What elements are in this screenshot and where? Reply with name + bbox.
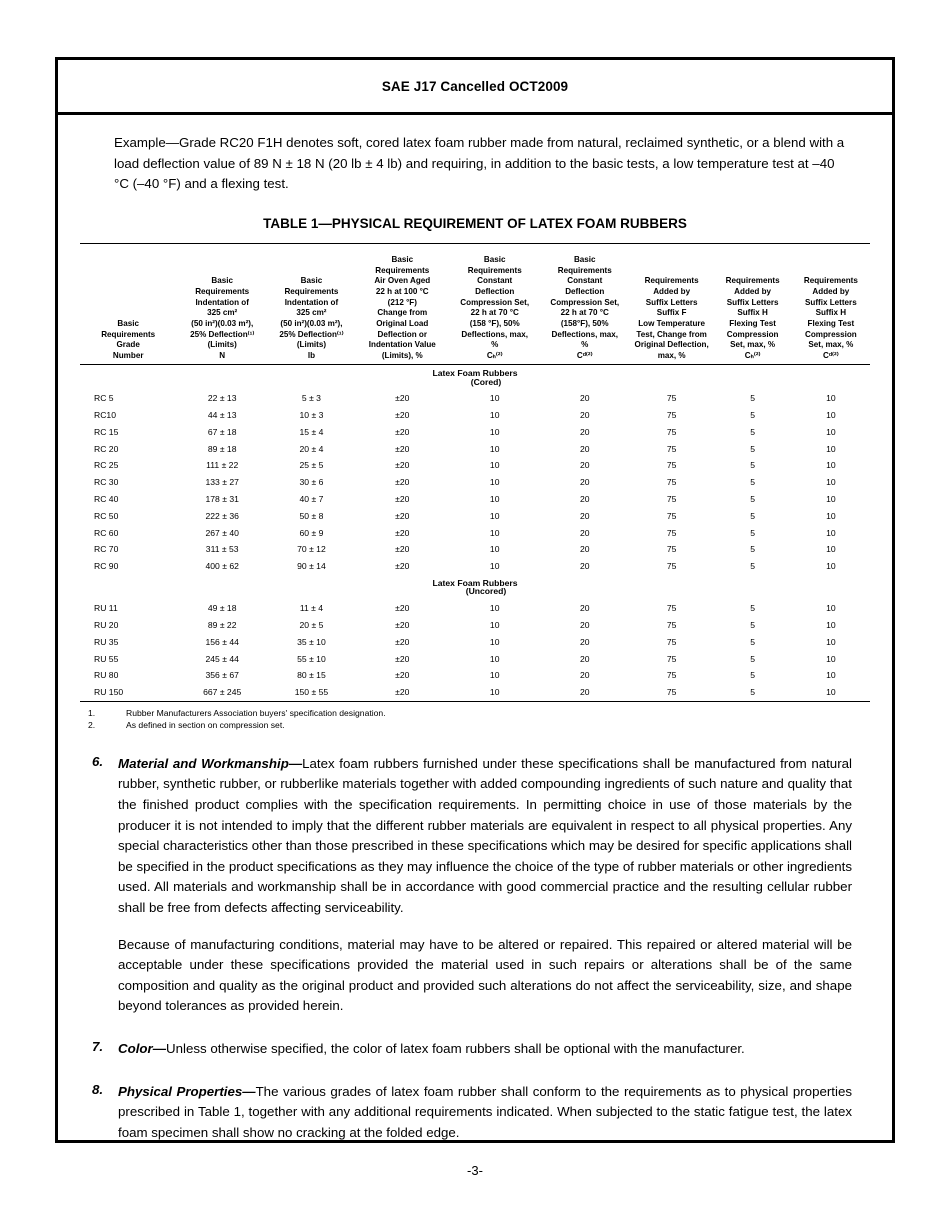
cell-value: 20 ± 5 — [299, 620, 324, 631]
cell-grade: RC 30 — [94, 477, 119, 488]
cell-value: 10 — [489, 477, 500, 488]
numbered-sections — [80, 754, 870, 1144]
cell-value: 311 ± 53 — [205, 544, 239, 555]
cell-value: 22 ± 13 — [207, 393, 237, 404]
cell-value: 5 — [714, 684, 792, 701]
cell-value: 10 — [826, 603, 836, 614]
section-lead: Color— — [118, 1041, 167, 1057]
table-body — [80, 364, 870, 701]
cell-value: ±20 — [395, 653, 410, 664]
section — [80, 1039, 870, 1060]
cell-value: 25 ± 5 — [299, 460, 324, 471]
cell-value: ±20 — [395, 510, 410, 521]
cell-value: 5 — [750, 636, 755, 647]
cell-value: 75 — [666, 527, 677, 538]
section-body: Material and Workmanship—Latex foam rubbers furnished under these specifications shall be manufactured from natural rubber, synthetic rubber, or rubberlike materials together with added compounding ingredients of such nature and quality that the finished product complies with the specification requirements. In permitting choice in use of those materials by the producer it is not intended to imply that the different rubber materials are equivalent in respect to all physical properties. Any special characteristics other than those prescribed in these specifications which may be desired for specific applications shall be specified in the product specifications as they may influence the choice of the type of rubber materials or other ingredients used. All materials and workmanship shall be in accordance with good commercial practice and the resulting cellular rubber shall be free from defects affecting serviceability. — [118, 755, 852, 916]
cell-grade: RC 15 — [94, 426, 119, 437]
section-number: 8. — [92, 1081, 104, 1097]
section-extra-paragraph: Because of manufacturing conditions, material may have to be altered or repaired. This repaired or altered material will be acceptable under these specifications provided the material used in such repairs or alterations shall be of the same composition and quality as the original product and provided such alterations do not affect the serviceability, size, and shape beyond tolerances as provided herein. — [118, 936, 852, 1014]
cell-value: 75 — [666, 561, 677, 572]
cell-value: 11 ± 4 — [299, 603, 324, 614]
cell-value: ±20 — [395, 426, 410, 437]
cell-value: 75 — [666, 510, 677, 521]
cell-value: 10 — [489, 670, 500, 681]
footnote — [88, 707, 870, 719]
cell-value: ±20 — [395, 561, 410, 572]
cell-value: 5 ± 3 — [301, 393, 321, 404]
cell-value: 667 ± 245 — [176, 684, 268, 701]
column-header-comp-set-cd: Basic Requirements Constant Deflection Compression Set, 22 h at 70 °C (158°F), 50% Deflections, max, % Cᵈ⁽²⁾ — [540, 243, 630, 364]
cell-value: 10 — [826, 636, 836, 647]
cell-value: ±20 — [355, 684, 450, 701]
cell-value: 10 — [489, 393, 500, 404]
cell-value: 60 ± 9 — [299, 527, 324, 538]
cell-value: 10 — [792, 684, 870, 701]
column-header-indent-n: Basic Requirements Indentation of 325 cm² (50 in²)(0.03 m²), 25% Deflection⁽¹⁾ (Limits) N — [176, 243, 268, 364]
column-header-indent-lb: Basic Requirements Indentation of 325 cm² (50 in²)(0.03 m²), 25% Deflection⁽¹⁾ (Limits) lb — [268, 243, 355, 364]
cell-value: 111 ± 22 — [206, 460, 239, 471]
cell-value: 75 — [666, 410, 677, 421]
cell-value: 20 — [579, 636, 590, 647]
table-header — [80, 243, 870, 364]
cell-value: 10 — [489, 510, 500, 521]
column-header-suffix-h-cd: Requirements Added by Suffix Letters Suffix H Flexing Test Compression Set, max, % Cᵈ⁽²⁾ — [792, 243, 870, 364]
example-paragraph: Example—Grade RC20 F1H denotes soft, cored latex foam rubber made from natural, reclaimed synthetic, or a blend with a load deflection value of 89 N ± 18 N (20 lb ± 4 lb) and requiring, in addition to the basic tests, a low temperature test at –40 °C (–40 °F) and a flexing test. — [114, 135, 845, 192]
cell-value: 5 — [750, 493, 755, 504]
table-title: TABLE 1—PHYSICAL REQUIREMENT OF LATEX FOAM RUBBERS — [263, 215, 687, 231]
cell-value: 30 ± 6 — [299, 477, 324, 488]
cell-value: ±20 — [395, 460, 410, 471]
cell-value: 55 ± 10 — [297, 653, 326, 664]
cell-grade: RU 80 — [94, 670, 119, 681]
cell-value: 10 — [826, 393, 836, 404]
cell-value: 20 — [579, 544, 590, 555]
cell-value: 75 — [666, 544, 677, 555]
cell-grade: RU 35 — [94, 636, 119, 647]
cell-value: 10 — [826, 493, 836, 504]
table-row — [80, 390, 870, 407]
cell-value: 20 — [579, 410, 590, 421]
cell-value: 150 ± 55 — [268, 684, 355, 701]
cell-value: 89 ± 22 — [207, 620, 237, 631]
cell-value: 20 — [579, 443, 590, 454]
table-row — [80, 541, 870, 558]
page-body — [58, 115, 892, 1144]
cell-value: 10 — [489, 493, 500, 504]
section-body: Physical Properties—The various grades of latex foam rubber shall conform to the requirements as to physical properties prescribed in Table 1, together with any additional requirements indicated. When subjected to the static fatigue test, the latex foam specimen shall show no cracking at the folded edge. — [118, 1083, 852, 1140]
cell-value: 20 — [579, 477, 590, 488]
cell-value: 5 — [750, 603, 755, 614]
footnote-number: 2. — [88, 720, 96, 731]
cell-value: 75 — [666, 603, 677, 614]
cell-value: 5 — [750, 477, 755, 488]
cell-value: 75 — [630, 684, 714, 701]
section-lead: Material and Workmanship— — [118, 755, 303, 771]
cell-value: 5 — [750, 510, 755, 521]
table-row — [80, 424, 870, 441]
table-group-header-row — [80, 364, 870, 390]
table-group-label: Latex Foam Rubbers (Uncored) — [432, 577, 518, 597]
cell-value: 10 — [826, 426, 836, 437]
cell-value: 20 — [579, 527, 590, 538]
cell-value: 10 — [826, 460, 836, 471]
cell-value: 75 — [666, 493, 677, 504]
cell-value: 10 — [489, 620, 500, 631]
cell-value: 40 ± 7 — [299, 493, 324, 504]
cell-value: 10 — [489, 636, 500, 647]
footnote-text: Rubber Manufacturers Association buyers' specification designation. — [126, 707, 386, 718]
table-row — [80, 634, 870, 651]
cell-value: 10 — [826, 443, 836, 454]
table-row — [80, 508, 870, 525]
cell-value: 356 ± 67 — [205, 670, 239, 681]
cell-value: 20 — [579, 510, 590, 521]
cell-grade: RC 25 — [94, 460, 119, 471]
cell-value: 5 — [750, 443, 755, 454]
table-row — [80, 491, 870, 508]
cell-value: 5 — [750, 561, 755, 572]
cell-grade: RC 90 — [94, 561, 119, 572]
table-group-label: Latex Foam Rubbers (Cored) — [432, 367, 518, 387]
cell-value: 10 ± 3 — [299, 410, 324, 421]
cell-value: 10 — [489, 653, 500, 664]
cell-value: 156 ± 44 — [205, 636, 239, 647]
cell-value: 267 ± 40 — [205, 527, 239, 538]
cell-grade: RC 70 — [94, 544, 119, 555]
cell-value: 89 ± 18 — [207, 443, 237, 454]
table-row — [80, 441, 870, 458]
cell-grade: RC 50 — [94, 510, 119, 521]
cell-value: 20 — [579, 670, 590, 681]
cell-value: 20 — [579, 493, 590, 504]
cell-value: ±20 — [395, 493, 410, 504]
cell-value: 10 — [826, 510, 836, 521]
table-row — [80, 474, 870, 491]
cell-value: 222 ± 36 — [205, 510, 239, 521]
cell-value: 5 — [750, 393, 755, 404]
cell-value: 20 — [579, 393, 590, 404]
cell-value: 10 — [489, 410, 500, 421]
cell-grade: RC 60 — [94, 527, 119, 538]
cell-value: 5 — [750, 653, 755, 664]
cell-value: 20 — [579, 561, 590, 572]
cell-value: 75 — [666, 426, 677, 437]
cell-grade: RU 150 — [80, 684, 176, 701]
cell-value: 20 — [579, 426, 590, 437]
cell-value: 245 ± 44 — [205, 653, 239, 664]
cell-value: 5 — [750, 426, 755, 437]
cell-value: 5 — [750, 620, 755, 631]
table-row — [80, 558, 870, 575]
cell-value: ±20 — [395, 527, 410, 538]
section-lead: Physical Properties— — [118, 1083, 256, 1099]
cell-value: 10 — [489, 544, 500, 555]
cell-value: ±20 — [395, 443, 410, 454]
section-body: Color—Unless otherwise specified, the color of latex foam rubbers shall be optional with the manufacturer. — [118, 1041, 745, 1057]
footnote-text: As defined in section on compression set. — [126, 720, 285, 731]
cell-value: 75 — [666, 670, 677, 681]
running-header — [58, 60, 892, 115]
cell-value: 90 ± 14 — [297, 561, 326, 572]
table-row — [80, 617, 870, 634]
column-header-suffix-h-ch: Requirements Added by Suffix Letters Suffix H Flexing Test Compression Set, max, % Cₕ⁽²⁾ — [714, 243, 792, 364]
cell-grade: RC 5 — [94, 393, 114, 404]
cell-value: 400 ± 62 — [205, 561, 239, 572]
cell-value: 133 ± 27 — [205, 477, 239, 488]
cell-value: 178 ± 31 — [205, 493, 239, 504]
cell-grade: RU 55 — [94, 653, 119, 664]
table-row — [80, 651, 870, 668]
cell-value: ±20 — [395, 393, 410, 404]
section-number: 6. — [92, 753, 104, 769]
cell-value: 20 — [579, 603, 590, 614]
cell-value: 10 — [489, 443, 500, 454]
cell-value: 80 ± 15 — [297, 670, 326, 681]
table-header-row — [80, 243, 870, 364]
table-row — [80, 524, 870, 541]
cell-value: 49 ± 18 — [207, 603, 237, 614]
cell-value: 20 ± 4 — [299, 443, 324, 454]
section — [80, 1082, 870, 1144]
cell-value: 75 — [666, 620, 677, 631]
section — [80, 754, 870, 919]
cell-value: ±20 — [395, 410, 410, 421]
cell-value: 10 — [826, 561, 836, 572]
cell-value: 10 — [826, 544, 836, 555]
cell-grade: RU 11 — [94, 603, 118, 614]
cell-value: ±20 — [395, 620, 410, 631]
page-number: -3- — [467, 1163, 483, 1178]
cell-value: 35 ± 10 — [297, 636, 326, 647]
document-page — [55, 57, 895, 1143]
cell-value: 20 — [579, 620, 590, 631]
cell-value: 20 — [540, 684, 630, 701]
column-header-comp-set-ch: Basic Requirements Constant Deflection Compression Set, 22 h at 70 °C (158 °F), 50% Deflections, max, % Cₕ⁽²⁾ — [450, 243, 540, 364]
cell-value: ±20 — [395, 603, 410, 614]
cell-value: 75 — [666, 636, 677, 647]
footnote — [88, 719, 870, 731]
cell-value: ±20 — [395, 544, 410, 555]
column-header-grade: Basic Requirements Grade Number — [80, 243, 176, 364]
cell-value: ±20 — [395, 670, 410, 681]
cell-value: 5 — [750, 527, 755, 538]
cell-value: 44 ± 13 — [207, 410, 237, 421]
document-title: SAE J17 Cancelled OCT2009 — [381, 78, 569, 94]
column-header-suffix-f: Requirements Added by Suffix Letters Suffix F Low Temperature Test, Change from Original Deflection, max, % — [630, 243, 714, 364]
cell-value: 10 — [489, 426, 500, 437]
cell-value: 15 ± 4 — [299, 426, 324, 437]
cell-value: 5 — [750, 670, 755, 681]
cell-value: 75 — [666, 653, 677, 664]
cell-value: 20 — [579, 653, 590, 664]
cell-value: 10 — [489, 460, 500, 471]
cell-grade: RC10 — [94, 410, 116, 421]
cell-value: 20 — [579, 460, 590, 471]
cell-grade: RC 40 — [94, 493, 119, 504]
footnote-number: 1. — [88, 707, 96, 718]
table-footnotes — [80, 707, 870, 732]
cell-value: 75 — [666, 477, 677, 488]
cell-value: ±20 — [395, 477, 410, 488]
cell-value: 10 — [489, 561, 500, 572]
cell-value: 67 ± 18 — [207, 426, 237, 437]
cell-value: 5 — [750, 410, 755, 421]
cell-value: 5 — [750, 544, 755, 555]
physical-requirements-table — [80, 243, 870, 702]
table-row — [80, 407, 870, 424]
column-header-air-oven: Basic Requirements Air Oven Aged 22 h at 100 °C (212 °F) Change from Original Load Deflection or Indentation Value (Limits), % — [355, 243, 450, 364]
section-number: 7. — [92, 1039, 104, 1055]
table-group-header-row — [80, 575, 870, 600]
cell-grade: RC 20 — [94, 443, 119, 454]
cell-value: 10 — [489, 603, 500, 614]
cell-value: 10 — [826, 653, 836, 664]
table-row — [80, 684, 870, 701]
cell-value: 10 — [450, 684, 540, 701]
cell-value: 10 — [826, 620, 836, 631]
table-row — [80, 457, 870, 474]
table-row — [80, 667, 870, 684]
table-row — [80, 600, 870, 617]
cell-value: 70 ± 12 — [297, 544, 326, 555]
cell-value: 5 — [750, 460, 755, 471]
cell-value: ±20 — [395, 636, 410, 647]
cell-value: 50 ± 8 — [299, 510, 324, 521]
cell-value: 75 — [666, 460, 677, 471]
cell-value: 75 — [666, 443, 677, 454]
cell-value: 10 — [489, 527, 500, 538]
cell-value: 10 — [826, 670, 836, 681]
cell-value: 10 — [826, 410, 836, 421]
cell-value: 75 — [666, 393, 677, 404]
cell-value: 10 — [826, 477, 836, 488]
cell-grade: RU 20 — [94, 620, 119, 631]
cell-value: 10 — [826, 527, 836, 538]
